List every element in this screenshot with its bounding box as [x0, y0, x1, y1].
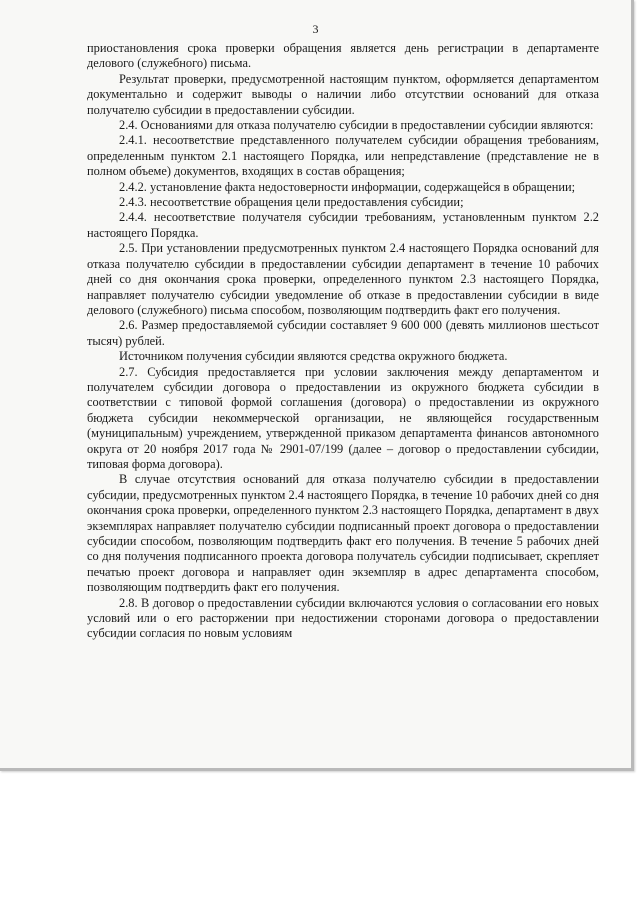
- paragraph: 2.4. Основаниями для отказа получателю субсидии в предоставлении субсидии являются:: [119, 118, 594, 133]
- paragraph: 2.4.4. несоответствие получателя субсидии требованиям, установленным пунктом 2.2 настоящего Порядка.: [87, 210, 599, 240]
- document-body: [87, 41, 599, 642]
- paragraph: 2.6. Размер предоставляемой субсидии составляет 9 600 000 (девять миллионов шестьсот тысяч) рублей.: [87, 318, 599, 348]
- paragraph: В случае отсутствия оснований для отказа получателю субсидии в предоставлении субсидии, предусмотренных пунктом 2.4 настоящего Порядка, в течение 10 рабочих дней со дня окончания срока проверки, определенного пунктом 2.3 настоящего Порядка, департамент в двух экземплярах направляет получателю субсидии подписанный проект договора о предоставлении субсидии способом, позволяющим подтвердить факт его получения. В течение 5 рабочих дней со дня получения подписанного проекта договора получатель субсидии подписывает, скрепляет печатью проект договора и направляет один экземпляр в адрес департамента способом, позволяющим подтвердить факт его получения.: [87, 472, 599, 595]
- page-number: 3: [312, 22, 319, 36]
- paragraph: 2.4.2. установление факта недостоверности информации, содержащейся в обращении;: [119, 179, 576, 194]
- paragraph: приостановления срока проверки обращения является день регистрации в департаменте делового (служебного) письма.: [87, 41, 599, 71]
- paragraph: 2.8. В договор о предоставлении субсидии включаются условия о согласовании его новых условий или о его расторжении при недостижении сторонами договора о предоставлении субсидии согласия по новым условиям: [87, 595, 599, 641]
- paragraph: Источником получения субсидии являются средства окружного бюджета.: [119, 349, 508, 364]
- paragraph: Результат проверки, предусмотренной настоящим пунктом, оформляется департаментом документально и содержит выводы о наличии либо отсутствии оснований для отказа получателю субсидии в предоставлении субсидии.: [87, 71, 599, 117]
- paragraph: 2.7. Субсидия предоставляется при условии заключения между департаментом и получателем субсидии договора о предоставлении из окружного бюджета субсидии в соответствии с типовой формой соглашения (договора) о предоставлении из окружного бюджета субсидии некоммерческой организации, не являющейся государственным (муниципальным) учреждением, утвержденной приказом департамента финансов автономного округа от 20 ноября 2017 года № 2901-07/199 (далее – договор о предоставлении субсидии, типовая форма договора).: [87, 364, 599, 471]
- paragraph: 2.4.1. несоответствие представленного получателем субсидии обращения требованиям, определенным пунктом 2.1 настоящего Порядка, или непредставление (представление не в полном объеме) документов, входящих в состав обращения;: [87, 133, 599, 179]
- paragraph: 2.4.3. несоответствие обращения цели предоставления субсидии;: [119, 195, 464, 210]
- paragraph: 2.5. При установлении предусмотренных пунктом 2.4 настоящего Порядка оснований для отказа получателю субсидии в предоставлении субсидии департамент в течение 10 рабочих дней со дня окончания срока проверки, определенного пунктом 2.3 настоящего Порядка, направляет получателю субсидии уведомление об отказе в предоставлении субсидии в виде делового (служебного) письма способом, позволяющим подтвердить факт его получения.: [87, 241, 599, 317]
